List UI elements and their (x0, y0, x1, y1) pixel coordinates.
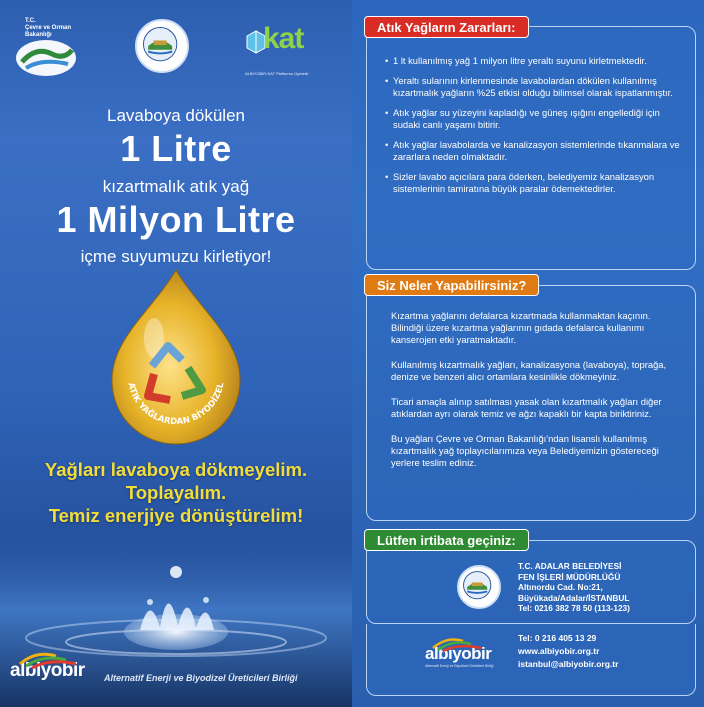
albiyobir-logo (10, 660, 85, 682)
albiyobir-contact (518, 632, 618, 671)
contact-line: FEN İŞLERİ MÜDÜRLÜĞÜ (518, 571, 621, 582)
list-item: • 1 lt kullanılmış yağ 1 milyon litre yeraltı suyunu kirletmektedir. (387, 55, 685, 67)
logo-row (0, 14, 352, 74)
actions-paragraphs (367, 286, 695, 469)
contact-line: Büyükada/Adalar/İSTANBUL (518, 592, 630, 603)
slogan-line: Toplayalım. (125, 482, 227, 503)
ministry-text-line: T.C. (25, 18, 36, 24)
contact-title: Lütfen irtibata geçiniz: (364, 529, 529, 551)
actions-box (366, 285, 696, 521)
footer-tagline: Alternatif Enerji ve Biyodizel Üreticileri Birliği (104, 673, 298, 683)
municipality-small-logo (457, 565, 501, 609)
list-item: • Yeraltı sularının kirlenmesinde lavabolardan dökülen kullanılmış kızartmalık yağların %25 etkisi olduğu bilimsel olarak ispatlanmıştır. (387, 75, 685, 99)
contact-line: T.C. ADALAR BELEDİYESİ (518, 561, 622, 571)
albiyobir-tagline: Alternatif Enerji ve Biyodizel Üreticileri Birliği (425, 664, 494, 668)
ministry-logo (8, 14, 78, 74)
ministry-logo-text (25, 18, 71, 39)
kat-word: kat (263, 22, 304, 55)
contact-line: Altınordu Cad. No:21, (518, 582, 603, 592)
albiyobir-logo-small (425, 644, 493, 668)
slogans (0, 458, 352, 527)
albiyobir-word: albiyobir (10, 660, 85, 681)
list-item: • Sizler lavabo açıcılara para öderken, belediyemiz kanalizasyon sistemlerinin tamiratına büyük paralar ödemektedirler. (387, 171, 685, 195)
contact-line: Tel: 0216 382 78 50 (113-123) (518, 603, 630, 613)
contact-box (366, 540, 696, 700)
actions-title: Siz Neler Yapabilirsiniz? (364, 274, 539, 296)
ministry-text-line: Çevre ve Orman (25, 25, 72, 31)
albiyobir-word: albiyobir (425, 644, 492, 663)
paragraph: Kızartma yağlarını defalarca kızartmada kullanmaktan kaçının. Bilindiği üzere kızartma yağlarının gıdada defalarca kullanımı kanserojen etki yaratmaktadır. (391, 310, 651, 345)
contact-municipality-box (366, 540, 696, 624)
headline-line1: Lavaboya dökülen (106, 106, 245, 125)
municipality-emblem-icon (459, 567, 499, 607)
headline-line4: 1 Milyon Litre (56, 199, 296, 240)
municipality-logo (135, 19, 189, 73)
oil-drop-recycle-icon (106, 268, 246, 446)
list-item: • Atık yağlar su yüzeyini kapladığı ve güneş ışığını engellediği için sudaki canlı yaşamı bitirir. (387, 107, 685, 131)
paragraph: Kullanılmış kızartmalık yağları, kanalizasyona (lavaboya), toprağa, denize ve benzeri alıcı ortamlara kesinlikle dökmeyiniz. (391, 359, 667, 382)
municipality-emblem-icon (137, 21, 187, 71)
ministry-text-line: Bakanlığı (25, 32, 52, 38)
kat-logo (245, 22, 325, 82)
headline-line3: kızartmalık atık yağ (102, 177, 250, 196)
right-panel (352, 0, 704, 707)
headline-line5: içme suyumuzu kirletiyor! (80, 247, 272, 266)
albiyobir-swoosh-icon (16, 648, 86, 670)
contact-website[interactable]: www.albiyobir.org.tr (518, 646, 600, 656)
municipality-contact (518, 561, 630, 614)
headline-line2: 1 Litre (120, 128, 232, 169)
paragraph: Ticari amaçla alınıp satılması yasak olan kızartmalık yağları diğer atıklardan ayrı olarak temiz ve ağzı kapaklı bir kapta biriktiriniz. (391, 396, 662, 419)
paragraph: Bu yağları Çevre ve Orman Bakanlığı'ndan lisanslı kullanılmış kızartmalık yağ toplayıcılarımıza veya Belediyemizin göstereceği yerlere teslim ediniz. (391, 433, 659, 468)
drop-text: ATIK YAĞLARDAN BİYODİZEL (125, 381, 227, 428)
slogan-line: Temiz enerjiye dönüştürelim! (48, 505, 304, 526)
contact-email[interactable]: istanbul@albiyobir.org.tr (518, 659, 619, 669)
albiyobir-swoosh-icon (429, 634, 489, 652)
contact-albiyobir-box (366, 624, 696, 696)
kat-tagline: ALBİYOBİR-KAT Platformu Üyesidir (245, 71, 309, 76)
harms-title: Atık Yağların Zararları: (364, 16, 529, 38)
harms-list (367, 27, 695, 195)
contact-phone: Tel: 0 216 405 13 29 (518, 633, 597, 643)
slogan-line: Yağları lavaboya dökmeyelim. (44, 459, 308, 480)
list-item: • Atık yağlar lavabolarda ve kanalizasyon sistemlerinde tıkanmalara ve zararlara neden olmaktadır. (387, 139, 685, 163)
harms-box (366, 26, 696, 270)
